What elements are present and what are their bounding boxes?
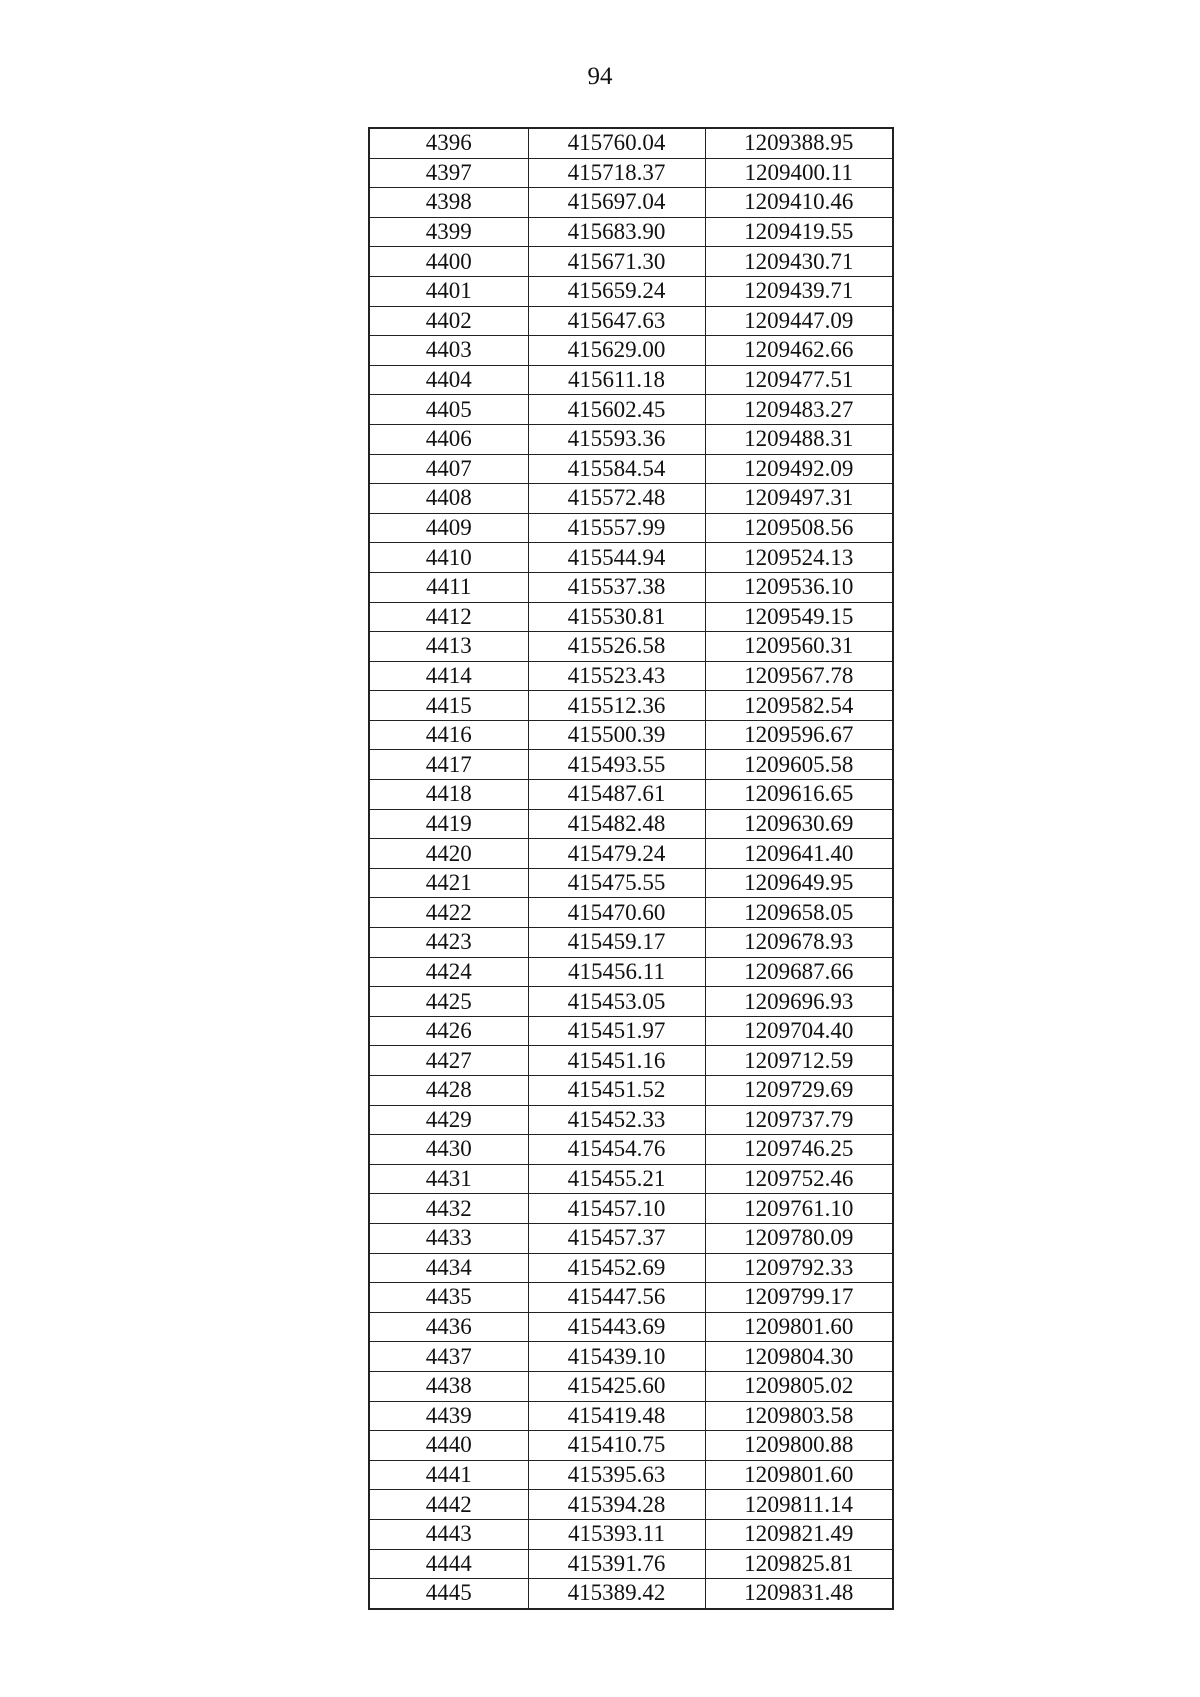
table-row	[369, 987, 893, 1017]
point-number-cell: 4408	[369, 484, 528, 514]
y-coordinate-cell: 1209419.55	[705, 217, 893, 247]
point-number-cell: 4401	[369, 276, 528, 306]
y-coordinate-cell: 1209524.13	[705, 543, 893, 573]
table-row	[369, 484, 893, 514]
x-coordinate-cell: 415493.55	[528, 750, 705, 780]
point-number-cell: 4421	[369, 868, 528, 898]
x-coordinate-cell: 415457.10	[528, 1194, 705, 1224]
point-number-cell: 4423	[369, 928, 528, 958]
table-row	[369, 809, 893, 839]
point-number-cell: 4425	[369, 987, 528, 1017]
x-coordinate-cell: 415611.18	[528, 365, 705, 395]
x-coordinate-cell: 415459.17	[528, 928, 705, 958]
x-coordinate-cell: 415760.04	[528, 128, 705, 158]
table-row	[369, 1342, 893, 1372]
table-row	[369, 780, 893, 810]
point-number-cell: 4412	[369, 602, 528, 632]
x-coordinate-cell: 415451.16	[528, 1046, 705, 1076]
x-coordinate-cell: 415647.63	[528, 306, 705, 336]
y-coordinate-cell: 1209800.88	[705, 1431, 893, 1461]
y-coordinate-cell: 1209805.02	[705, 1371, 893, 1401]
point-number-cell: 4404	[369, 365, 528, 395]
point-number-cell: 4431	[369, 1164, 528, 1194]
point-number-cell: 4444	[369, 1549, 528, 1579]
point-number-cell: 4424	[369, 957, 528, 987]
point-number-cell: 4398	[369, 188, 528, 218]
table-row	[369, 1253, 893, 1283]
point-number-cell: 4414	[369, 661, 528, 691]
y-coordinate-cell: 1209462.66	[705, 336, 893, 366]
x-coordinate-cell: 415475.55	[528, 868, 705, 898]
x-coordinate-cell: 415683.90	[528, 217, 705, 247]
table-row	[369, 1016, 893, 1046]
x-coordinate-cell: 415544.94	[528, 543, 705, 573]
point-number-cell: 4433	[369, 1223, 528, 1253]
x-coordinate-cell: 415526.58	[528, 632, 705, 662]
table-row	[369, 128, 893, 158]
point-number-cell: 4397	[369, 158, 528, 188]
point-number-cell: 4418	[369, 780, 528, 810]
y-coordinate-cell: 1209803.58	[705, 1401, 893, 1431]
y-coordinate-cell: 1209483.27	[705, 395, 893, 425]
point-number-cell: 4399	[369, 217, 528, 247]
point-number-cell: 4405	[369, 395, 528, 425]
y-coordinate-cell: 1209811.14	[705, 1490, 893, 1520]
y-coordinate-cell: 1209388.95	[705, 128, 893, 158]
y-coordinate-cell: 1209477.51	[705, 365, 893, 395]
point-number-cell: 4400	[369, 247, 528, 277]
x-coordinate-cell: 415393.11	[528, 1519, 705, 1549]
point-number-cell: 4439	[369, 1401, 528, 1431]
y-coordinate-cell: 1209752.46	[705, 1164, 893, 1194]
point-number-cell: 4406	[369, 424, 528, 454]
y-coordinate-cell: 1209497.31	[705, 484, 893, 514]
point-number-cell: 4430	[369, 1135, 528, 1165]
x-coordinate-cell: 415410.75	[528, 1431, 705, 1461]
x-coordinate-cell: 415537.38	[528, 572, 705, 602]
x-coordinate-cell: 415453.05	[528, 987, 705, 1017]
point-number-cell: 4437	[369, 1342, 528, 1372]
x-coordinate-cell: 415512.36	[528, 691, 705, 721]
y-coordinate-cell: 1209439.71	[705, 276, 893, 306]
table-row	[369, 1371, 893, 1401]
table-row	[369, 661, 893, 691]
x-coordinate-cell: 415470.60	[528, 898, 705, 928]
x-coordinate-cell: 415482.48	[528, 809, 705, 839]
coordinates-table	[368, 127, 894, 1610]
page-number: 94	[587, 63, 613, 90]
y-coordinate-cell: 1209658.05	[705, 898, 893, 928]
y-coordinate-cell: 1209729.69	[705, 1076, 893, 1106]
point-number-cell: 4403	[369, 336, 528, 366]
y-coordinate-cell: 1209746.25	[705, 1135, 893, 1165]
y-coordinate-cell: 1209582.54	[705, 691, 893, 721]
x-coordinate-cell: 415395.63	[528, 1460, 705, 1490]
point-number-cell: 4416	[369, 720, 528, 750]
x-coordinate-cell: 415500.39	[528, 720, 705, 750]
table-row	[369, 1194, 893, 1224]
table-row	[369, 543, 893, 573]
table-row	[369, 1283, 893, 1313]
table-row	[369, 750, 893, 780]
y-coordinate-cell: 1209488.31	[705, 424, 893, 454]
point-number-cell: 4434	[369, 1253, 528, 1283]
table-row	[369, 1076, 893, 1106]
table-row	[369, 839, 893, 869]
table-row	[369, 217, 893, 247]
x-coordinate-cell: 415697.04	[528, 188, 705, 218]
x-coordinate-cell: 415530.81	[528, 602, 705, 632]
y-coordinate-cell: 1209704.40	[705, 1016, 893, 1046]
y-coordinate-cell: 1209649.95	[705, 868, 893, 898]
point-number-cell: 4445	[369, 1579, 528, 1609]
point-number-cell: 4410	[369, 543, 528, 573]
y-coordinate-cell: 1209616.65	[705, 780, 893, 810]
table-row	[369, 158, 893, 188]
x-coordinate-cell: 415451.97	[528, 1016, 705, 1046]
x-coordinate-cell: 415447.56	[528, 1283, 705, 1313]
table-row	[369, 365, 893, 395]
x-coordinate-cell: 415454.76	[528, 1135, 705, 1165]
point-number-cell: 4415	[369, 691, 528, 721]
table-row	[369, 454, 893, 484]
table-row	[369, 898, 893, 928]
table-row	[369, 1401, 893, 1431]
y-coordinate-cell: 1209596.67	[705, 720, 893, 750]
table-row	[369, 513, 893, 543]
point-number-cell: 4436	[369, 1312, 528, 1342]
y-coordinate-cell: 1209804.30	[705, 1342, 893, 1372]
y-coordinate-cell: 1209825.81	[705, 1549, 893, 1579]
table-row	[369, 1490, 893, 1520]
x-coordinate-cell: 415659.24	[528, 276, 705, 306]
x-coordinate-cell: 415572.48	[528, 484, 705, 514]
y-coordinate-cell: 1209641.40	[705, 839, 893, 869]
x-coordinate-cell: 415457.37	[528, 1223, 705, 1253]
table-row	[369, 928, 893, 958]
x-coordinate-cell: 415439.10	[528, 1342, 705, 1372]
y-coordinate-cell: 1209801.60	[705, 1312, 893, 1342]
coordinates-table-body	[369, 128, 893, 1609]
y-coordinate-cell: 1209801.60	[705, 1460, 893, 1490]
y-coordinate-cell: 1209737.79	[705, 1105, 893, 1135]
y-coordinate-cell: 1209447.09	[705, 306, 893, 336]
point-number-cell: 4432	[369, 1194, 528, 1224]
point-number-cell: 4422	[369, 898, 528, 928]
x-coordinate-cell: 415443.69	[528, 1312, 705, 1342]
point-number-cell: 4440	[369, 1431, 528, 1461]
table-row	[369, 306, 893, 336]
point-number-cell: 4435	[369, 1283, 528, 1313]
x-coordinate-cell: 415629.00	[528, 336, 705, 366]
table-row	[369, 602, 893, 632]
x-coordinate-cell: 415593.36	[528, 424, 705, 454]
point-number-cell: 4443	[369, 1519, 528, 1549]
x-coordinate-cell: 415452.69	[528, 1253, 705, 1283]
y-coordinate-cell: 1209400.11	[705, 158, 893, 188]
table-row	[369, 1549, 893, 1579]
x-coordinate-cell: 415557.99	[528, 513, 705, 543]
y-coordinate-cell: 1209792.33	[705, 1253, 893, 1283]
x-coordinate-cell: 415479.24	[528, 839, 705, 869]
y-coordinate-cell: 1209687.66	[705, 957, 893, 987]
x-coordinate-cell: 415391.76	[528, 1549, 705, 1579]
point-number-cell: 4396	[369, 128, 528, 158]
table-row	[369, 720, 893, 750]
x-coordinate-cell: 415456.11	[528, 957, 705, 987]
point-number-cell: 4419	[369, 809, 528, 839]
table-row	[369, 188, 893, 218]
y-coordinate-cell: 1209430.71	[705, 247, 893, 277]
point-number-cell: 4402	[369, 306, 528, 336]
x-coordinate-cell: 415451.52	[528, 1076, 705, 1106]
y-coordinate-cell: 1209508.56	[705, 513, 893, 543]
table-row	[369, 1164, 893, 1194]
table-row	[369, 691, 893, 721]
table-row	[369, 1431, 893, 1461]
table-row	[369, 1460, 893, 1490]
point-number-cell: 4438	[369, 1371, 528, 1401]
y-coordinate-cell: 1209780.09	[705, 1223, 893, 1253]
x-coordinate-cell: 415425.60	[528, 1371, 705, 1401]
table-row	[369, 1579, 893, 1609]
table-row	[369, 868, 893, 898]
y-coordinate-cell: 1209799.17	[705, 1283, 893, 1313]
x-coordinate-cell: 415394.28	[528, 1490, 705, 1520]
table-row	[369, 336, 893, 366]
table-row	[369, 1135, 893, 1165]
table-row	[369, 1519, 893, 1549]
x-coordinate-cell: 415523.43	[528, 661, 705, 691]
table-row	[369, 1223, 893, 1253]
y-coordinate-cell: 1209410.46	[705, 188, 893, 218]
point-number-cell: 4426	[369, 1016, 528, 1046]
table-row	[369, 957, 893, 987]
point-number-cell: 4442	[369, 1490, 528, 1520]
y-coordinate-cell: 1209712.59	[705, 1046, 893, 1076]
point-number-cell: 4413	[369, 632, 528, 662]
table-row	[369, 572, 893, 602]
table-row	[369, 247, 893, 277]
point-number-cell: 4429	[369, 1105, 528, 1135]
y-coordinate-cell: 1209821.49	[705, 1519, 893, 1549]
y-coordinate-cell: 1209560.31	[705, 632, 893, 662]
table-row	[369, 1312, 893, 1342]
table-row	[369, 1105, 893, 1135]
y-coordinate-cell: 1209678.93	[705, 928, 893, 958]
table-row	[369, 632, 893, 662]
point-number-cell: 4420	[369, 839, 528, 869]
x-coordinate-cell: 415718.37	[528, 158, 705, 188]
point-number-cell: 4407	[369, 454, 528, 484]
table-row	[369, 276, 893, 306]
point-number-cell: 4411	[369, 572, 528, 602]
y-coordinate-cell: 1209696.93	[705, 987, 893, 1017]
y-coordinate-cell: 1209605.58	[705, 750, 893, 780]
x-coordinate-cell: 415389.42	[528, 1579, 705, 1609]
y-coordinate-cell: 1209567.78	[705, 661, 893, 691]
table-row	[369, 1046, 893, 1076]
x-coordinate-cell: 415584.54	[528, 454, 705, 484]
y-coordinate-cell: 1209761.10	[705, 1194, 893, 1224]
x-coordinate-cell: 415419.48	[528, 1401, 705, 1431]
table-row	[369, 424, 893, 454]
y-coordinate-cell: 1209831.48	[705, 1579, 893, 1609]
y-coordinate-cell: 1209630.69	[705, 809, 893, 839]
point-number-cell: 4417	[369, 750, 528, 780]
x-coordinate-cell: 415452.33	[528, 1105, 705, 1135]
x-coordinate-cell: 415487.61	[528, 780, 705, 810]
x-coordinate-cell: 415602.45	[528, 395, 705, 425]
y-coordinate-cell: 1209549.15	[705, 602, 893, 632]
point-number-cell: 4428	[369, 1076, 528, 1106]
x-coordinate-cell: 415671.30	[528, 247, 705, 277]
y-coordinate-cell: 1209536.10	[705, 572, 893, 602]
point-number-cell: 4427	[369, 1046, 528, 1076]
table-row	[369, 395, 893, 425]
y-coordinate-cell: 1209492.09	[705, 454, 893, 484]
point-number-cell: 4409	[369, 513, 528, 543]
point-number-cell: 4441	[369, 1460, 528, 1490]
x-coordinate-cell: 415455.21	[528, 1164, 705, 1194]
